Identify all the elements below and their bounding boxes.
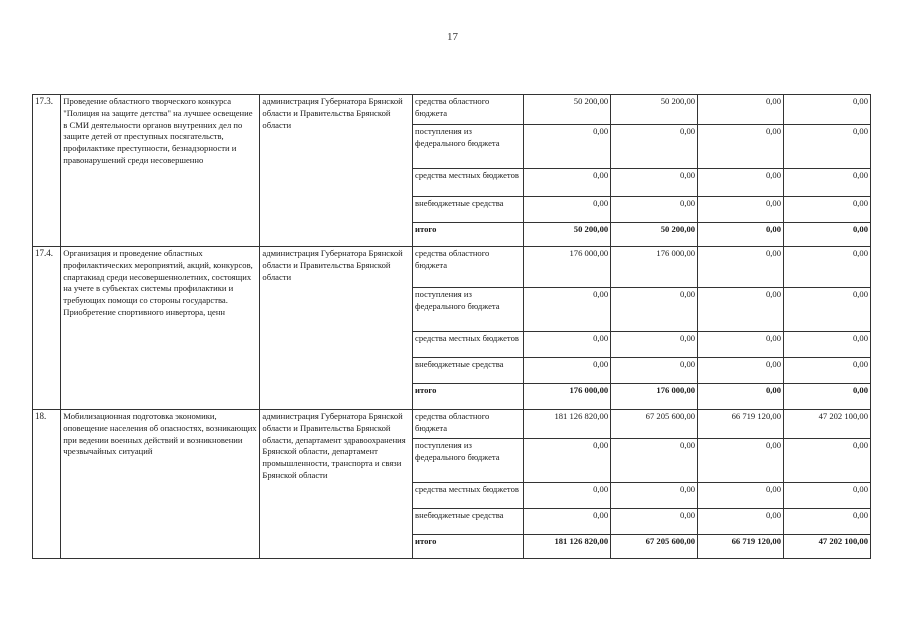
amount-cell: 67 205 600,00 <box>611 535 698 559</box>
amount-cell: 0,00 <box>698 332 784 358</box>
amount-cell: 0,00 <box>611 483 698 509</box>
amount-cell: 0,00 <box>611 509 698 535</box>
amount-cell: 0,00 <box>698 223 784 247</box>
table-row <box>33 410 871 439</box>
amount-cell: 0,00 <box>698 384 784 410</box>
table-row <box>33 95 871 125</box>
amount-cell: 0,00 <box>784 358 871 384</box>
amount-cell: 0,00 <box>698 169 784 197</box>
funding-source: средства областного бюджета <box>413 410 524 439</box>
amount-cell: 0,00 <box>784 288 871 332</box>
funding-source: средства областного бюджета <box>413 95 524 125</box>
amount-cell: 47 202 100,00 <box>784 535 871 559</box>
amount-cell: 66 719 120,00 <box>698 410 784 439</box>
funding-source: средства местных бюджетов <box>413 483 524 509</box>
amount-cell: 0,00 <box>524 169 611 197</box>
amount-cell: 0,00 <box>784 247 871 288</box>
item-number: 17.3. <box>33 95 61 247</box>
amount-cell: 176 000,00 <box>611 384 698 410</box>
amount-cell: 176 000,00 <box>611 247 698 288</box>
amount-cell: 0,00 <box>611 169 698 197</box>
amount-cell: 0,00 <box>611 197 698 223</box>
item-number: 18. <box>33 410 61 559</box>
funding-source: поступления из федерального бюджета <box>413 125 524 169</box>
item-executor: администрация Губернатора Брянской области и Правительства Брянской области, департамент здравоохранения Брянской области, департамент промышленности, транспорта и связи Брянской области <box>260 410 413 559</box>
amount-cell: 47 202 100,00 <box>784 410 871 439</box>
amount-cell: 0,00 <box>611 358 698 384</box>
funding-source: средства областного бюджета <box>413 247 524 288</box>
amount-cell: 0,00 <box>698 247 784 288</box>
amount-cell: 0,00 <box>524 358 611 384</box>
amount-cell: 66 719 120,00 <box>698 535 784 559</box>
amount-cell: 0,00 <box>524 288 611 332</box>
amount-cell: 0,00 <box>698 288 784 332</box>
amount-cell: 50 200,00 <box>611 223 698 247</box>
amount-cell: 0,00 <box>698 125 784 169</box>
funding-source: итого <box>413 384 524 410</box>
amount-cell: 0,00 <box>784 125 871 169</box>
amount-cell: 0,00 <box>698 509 784 535</box>
amount-cell: 181 126 820,00 <box>524 535 611 559</box>
amount-cell: 0,00 <box>611 125 698 169</box>
funding-source: внебюджетные средства <box>413 509 524 535</box>
amount-cell: 0,00 <box>524 197 611 223</box>
amount-cell: 0,00 <box>524 509 611 535</box>
amount-cell: 176 000,00 <box>524 384 611 410</box>
amount-cell: 0,00 <box>698 197 784 223</box>
amount-cell: 0,00 <box>784 483 871 509</box>
amount-cell: 0,00 <box>784 95 871 125</box>
item-description: Мобилизационная подготовка экономики, оповещение населения об опасностях, возникающих при ведении военных действий и возникновении чрезвычайных ситуаций <box>61 410 260 559</box>
amount-cell: 0,00 <box>784 332 871 358</box>
amount-cell: 0,00 <box>698 358 784 384</box>
amount-cell: 50 200,00 <box>524 223 611 247</box>
amount-cell: 0,00 <box>524 483 611 509</box>
funding-source: поступления из федерального бюджета <box>413 288 524 332</box>
amount-cell: 0,00 <box>524 332 611 358</box>
amount-cell: 0,00 <box>524 439 611 483</box>
item-number: 17.4. <box>33 247 61 410</box>
item-executor: администрация Губернатора Брянской области и Правительства Брянской области <box>260 95 413 247</box>
amount-cell: 0,00 <box>784 509 871 535</box>
amount-cell: 0,00 <box>611 439 698 483</box>
item-description: Проведение областного творческого конкурса "Полиция на защите детства" на лучшее освещение в СМИ деятельности органов внутренних дел по защите детей от преступных посягательств, профилактике преступности, безнадзорности и правонарушений среди несовершенно <box>61 95 260 247</box>
amount-cell: 0,00 <box>611 288 698 332</box>
amount-cell: 0,00 <box>784 169 871 197</box>
amount-cell: 67 205 600,00 <box>611 410 698 439</box>
page-number: 17 <box>447 31 458 43</box>
amount-cell: 50 200,00 <box>524 95 611 125</box>
funding-source: итого <box>413 535 524 559</box>
amount-cell: 176 000,00 <box>524 247 611 288</box>
funding-source: внебюджетные средства <box>413 197 524 223</box>
funding-source: поступления из федерального бюджета <box>413 439 524 483</box>
amount-cell: 0,00 <box>524 125 611 169</box>
amount-cell: 181 126 820,00 <box>524 410 611 439</box>
amount-cell: 0,00 <box>611 332 698 358</box>
funding-source: средства местных бюджетов <box>413 332 524 358</box>
amount-cell: 0,00 <box>784 223 871 247</box>
funding-source: средства местных бюджетов <box>413 169 524 197</box>
amount-cell: 50 200,00 <box>611 95 698 125</box>
amount-cell: 0,00 <box>784 384 871 410</box>
funding-source: итого <box>413 223 524 247</box>
amount-cell: 0,00 <box>698 483 784 509</box>
budget-table <box>32 94 871 559</box>
amount-cell: 0,00 <box>698 439 784 483</box>
item-executor: администрация Губернатора Брянской области и Правительства Брянской области <box>260 247 413 410</box>
table-row <box>33 247 871 288</box>
amount-cell: 0,00 <box>698 95 784 125</box>
amount-cell: 0,00 <box>784 439 871 483</box>
item-description: Организация и проведение областных профилактических мероприятий, акций, конкурсов, спартакиад среди несовершеннолетних, состоящих на учете в субъектах системы профилактики и требующих помощи со стороны государства. Приобретение спортивного инвертора, ценн <box>61 247 260 410</box>
amount-cell: 0,00 <box>784 197 871 223</box>
funding-source: внебюджетные средства <box>413 358 524 384</box>
